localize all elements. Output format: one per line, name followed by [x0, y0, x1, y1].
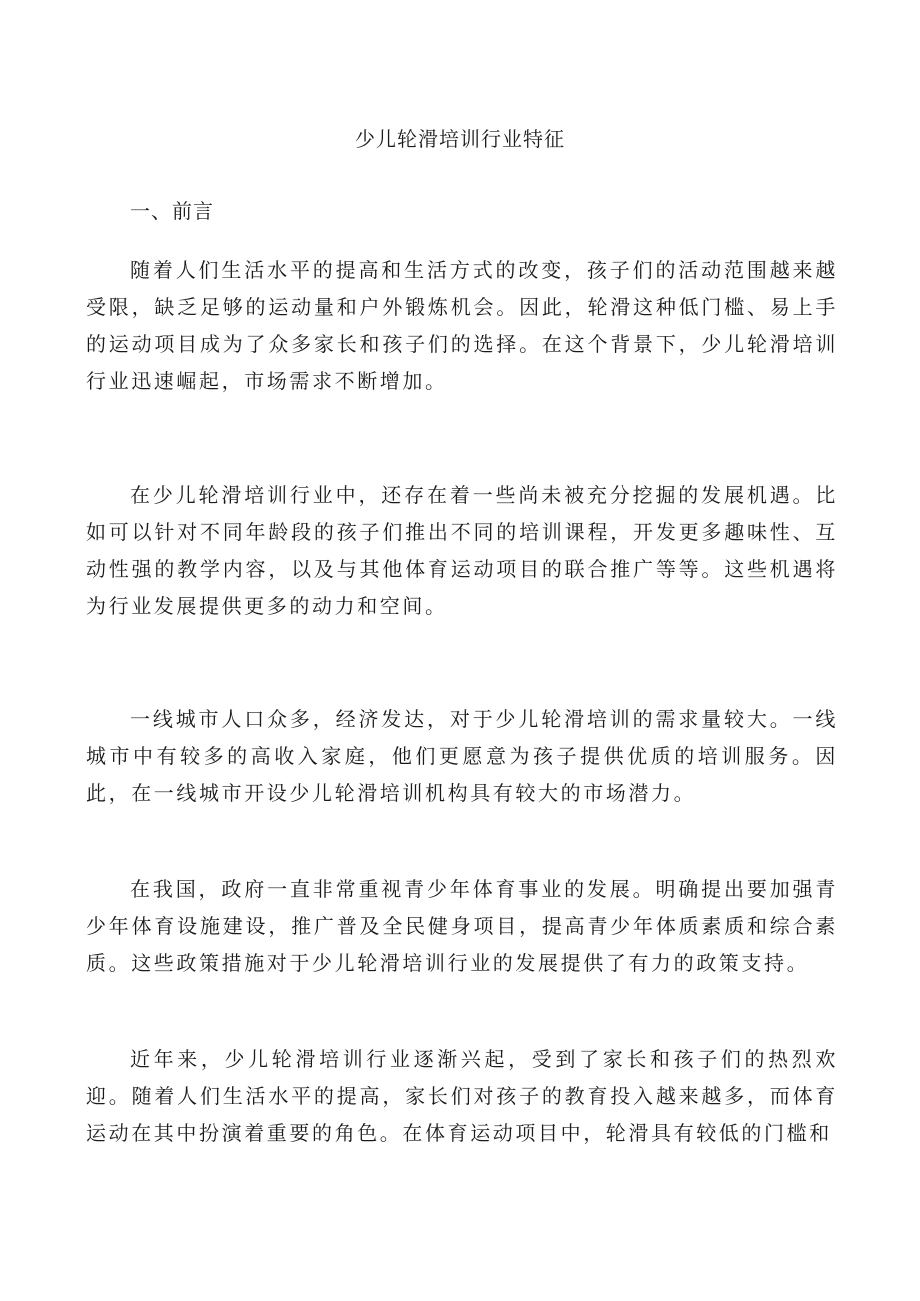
paragraph-2: 在少儿轮滑培训行业中，还存在着一些尚未被充分挖掘的发展机遇。比如可以针对不同年龄段的孩子们推出不同的培训课程，开发更多趣味性、互动性强的教学内容，以及与其他体育运动项目的联合推广等等。这些机遇将为行业发展提供更多的动力和空间。	[86, 483, 838, 618]
paragraph-1: 随着人们生活水平的提高和生活方式的改变，孩子们的活动范围越来越受限，缺乏足够的运动量和户外锻炼机会。因此，轮滑这种低门槛、易上手的运动项目成为了众多家长和孩子们的选择。在这个背景下，少儿轮滑培训行业迅速崛起，市场需求不断增加。	[86, 258, 838, 393]
section-heading: 一、前言	[130, 199, 214, 223]
paragraph-4: 在我国，政府一直非常重视青少年体育事业的发展。明确提出要加强青少年体育设施建设，推广普及全民健身项目，提高青少年体质素质和综合素质。这些政策措施对于少儿轮滑培训行业的发展提供了有力的政策支持。	[86, 877, 838, 975]
paragraph-3: 一线城市人口众多，经济发达，对于少儿轮滑培训的需求量较大。一线城市中有较多的高收入家庭，他们更愿意为孩子提供优质的培训服务。因此，在一线城市开设少儿轮滑培训机构具有较大的市场潜力。	[86, 707, 838, 805]
paragraph-5: 近年来，少儿轮滑培训行业逐渐兴起，受到了家长和孩子们的热烈欢迎。随着人们生活水平的提高，家长们对孩子的教育投入越来越多，而体育运动在其中扮演着重要的角色。在体育运动项目中，轮滑具有较低的门槛和	[86, 1047, 838, 1145]
document-title: 少儿轮滑培训行业特征	[355, 127, 565, 151]
